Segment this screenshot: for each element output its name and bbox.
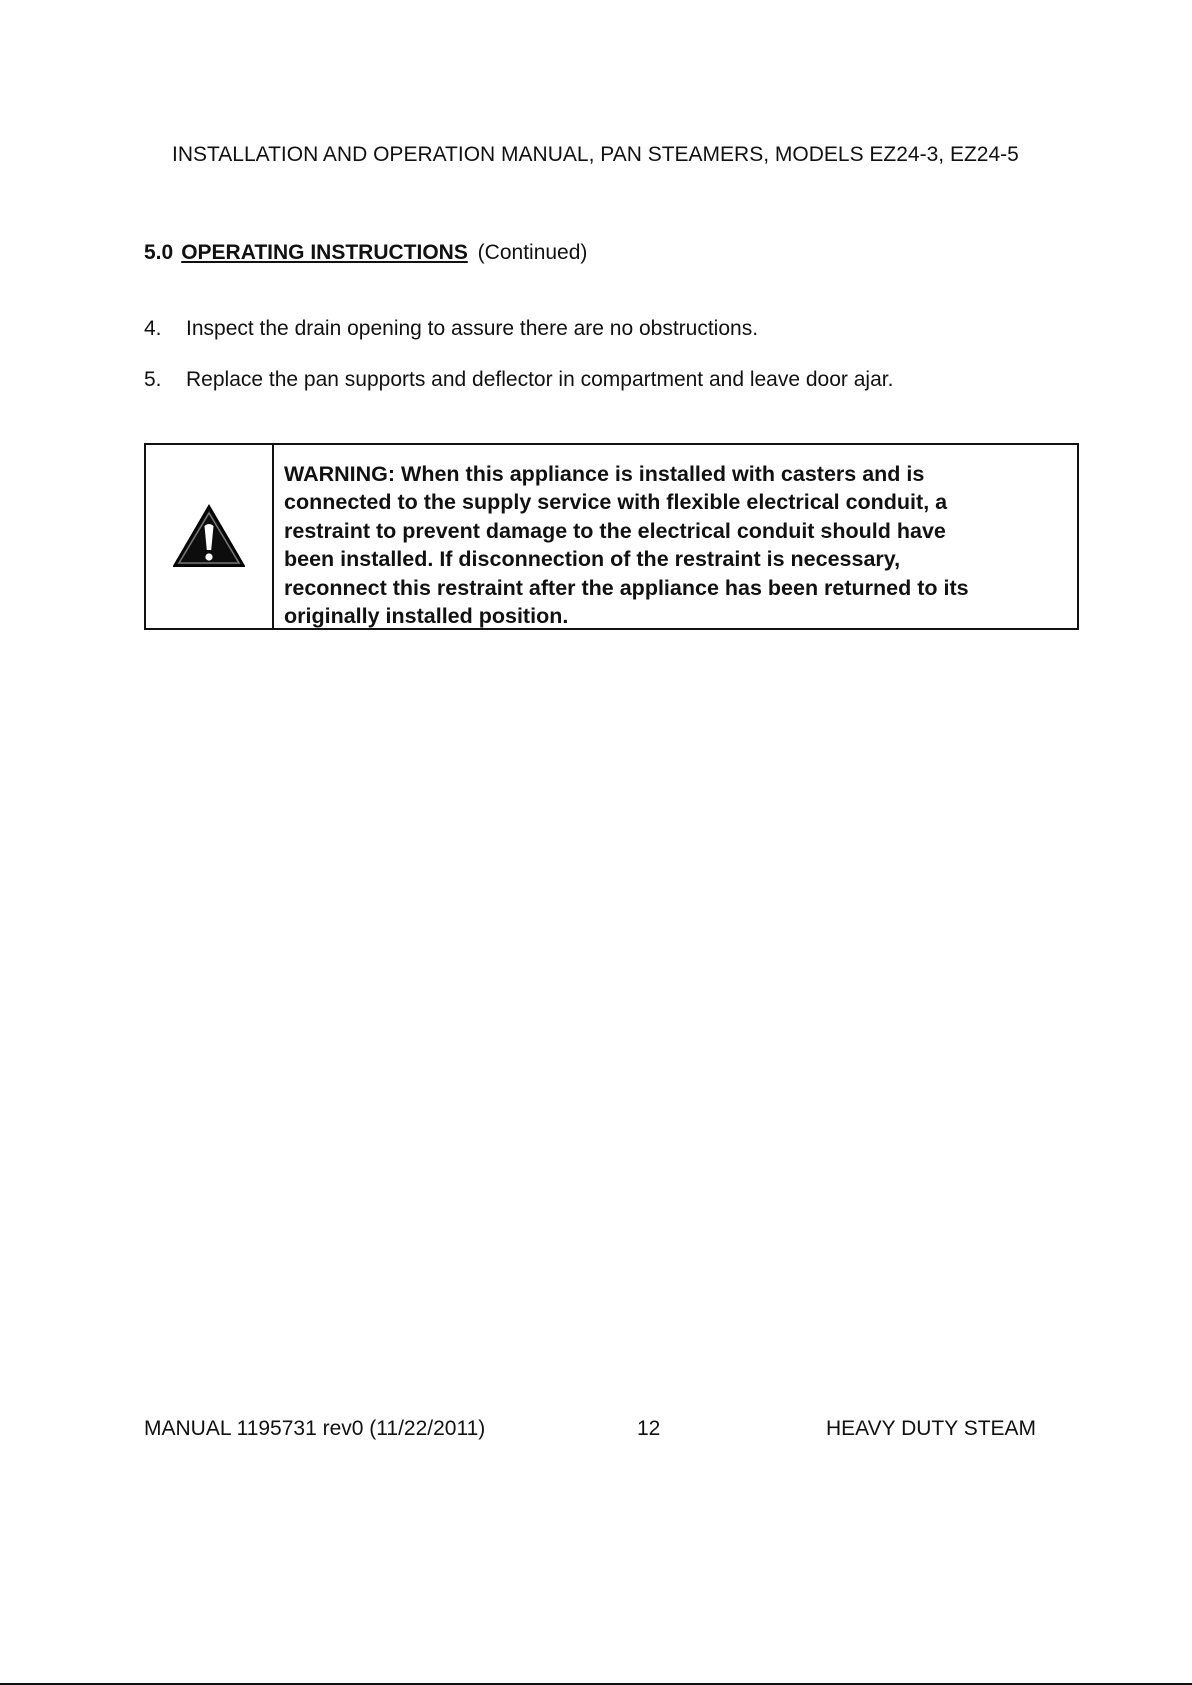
warning-line: reconnect this restraint after the appliance has been returned to its [284, 575, 969, 600]
footer-page-number: 12 [637, 1417, 661, 1440]
step-text: Inspect the drain opening to assure there are no obstructions. [186, 317, 759, 340]
page-header: INSTALLATION AND OPERATION MANUAL, PAN STEAMERS, MODELS EZ24-3, EZ24-5 [172, 143, 1019, 166]
warning-line: restraint to prevent damage to the electrical conduit should have [284, 518, 946, 543]
warning-line: connected to the supply service with flexible electrical conduit, a [284, 490, 948, 515]
section-title: OPERATING INSTRUCTIONS [181, 241, 468, 264]
warning-icon-cell [146, 445, 274, 628]
warning-box [144, 443, 1079, 630]
warning-text [274, 445, 979, 628]
step-text: Replace the pan supports and deflector in compartment and leave door ajar. [186, 368, 894, 391]
step-number: 4. [144, 317, 162, 340]
warning-triangle-icon [173, 504, 245, 570]
step-item [144, 368, 893, 392]
section-continued-label: (Continued) [477, 241, 588, 264]
section-number: 5.0 [144, 241, 174, 264]
section-heading [144, 241, 587, 265]
step-item [144, 317, 758, 341]
warning-line: been installed. If disconnection of the restraint is necessary, [284, 547, 901, 572]
warning-line: WARNING: When this appliance is installed with casters and is [284, 462, 925, 486]
step-number: 5. [144, 368, 162, 391]
warning-line: originally installed position. [284, 604, 569, 629]
footer-brand-line: HEAVY DUTY STEAM [826, 1417, 1037, 1440]
footer-manual-id: MANUAL 1195731 rev0 (11/22/2011) [144, 1417, 486, 1440]
